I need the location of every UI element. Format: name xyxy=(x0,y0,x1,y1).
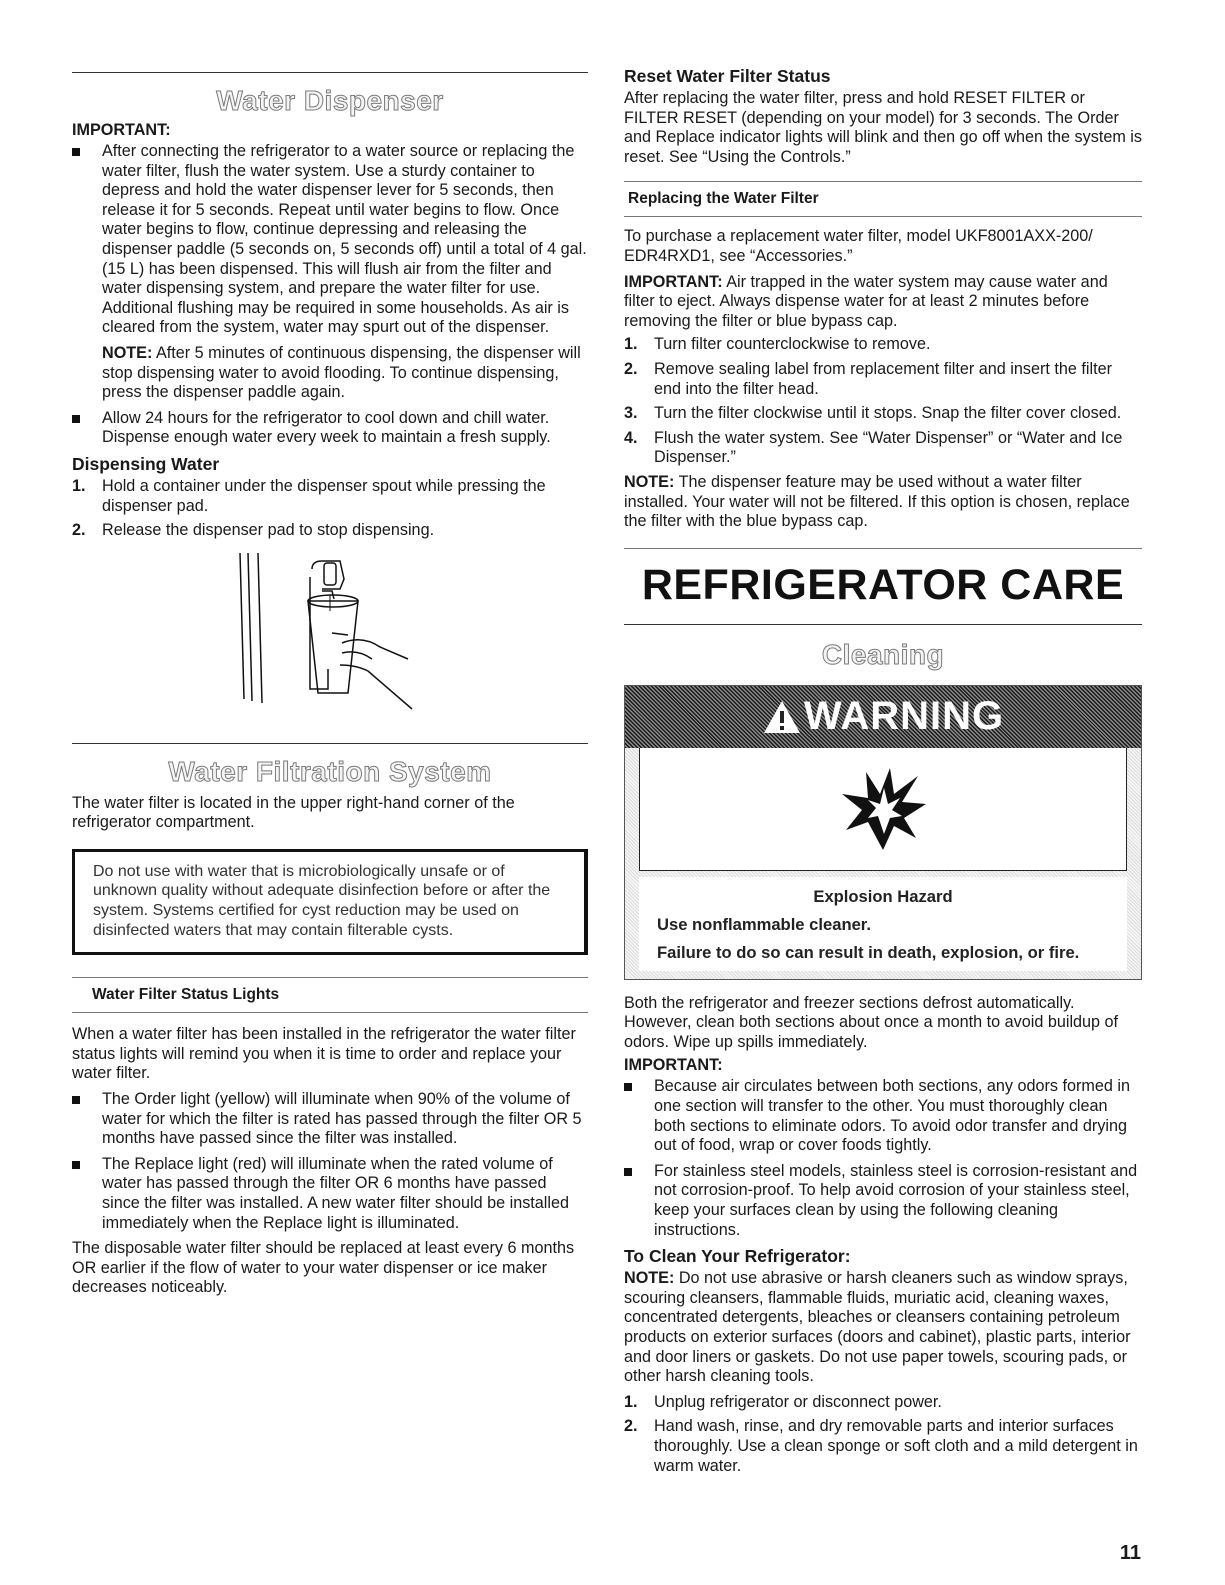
cleaning-note: NOTE: Do not use abrasive or harsh cleaners such as window sprays, scouring cleansers, flammable fluids, muriatic acid, cleaning waxes, concentrated detergents, bleaches or cleansers containing petroleum products on exterior surfaces (doors and cabinet), plastic parts, interior and door liners or gaskets. Do not use paper towels, scouring pads, or other harsh cleaning tools. xyxy=(624,1269,1131,1386)
subsection-divider xyxy=(624,216,1142,217)
hazard-line: Use nonflammable cleaner. xyxy=(657,914,871,934)
clean-refrigerator-heading: To Clean Your Refrigerator: xyxy=(624,1246,851,1267)
cleaning-title: Cleaning xyxy=(821,638,945,670)
list-item: 4. Flush the water system. See “Water Dispenser” or “Water and Ice Dispenser.” xyxy=(624,428,1123,467)
status-list xyxy=(72,1090,588,1233)
list-item: 3. Turn the filter clockwise until it stops. Snap the filter cover closed. xyxy=(624,404,1122,423)
section-divider xyxy=(624,548,1142,549)
list-item: Allow 24 hours for the refrigerator to cool down and chill water. Dispense enough water every week to maintain a fresh supply. xyxy=(72,409,588,448)
filtration-intro: The water filter is located in the upper right-hand corner of the refrigerator compartment. xyxy=(72,793,515,832)
status-intro: When a water filter has been installed in the refrigerator the water filter status lights will remind you when it is time to order and replace your water filter. xyxy=(72,1025,576,1083)
important-list xyxy=(72,142,588,448)
cyst-warning-box xyxy=(72,849,588,955)
cleaning-important-list xyxy=(624,1077,1142,1240)
subsection-divider xyxy=(72,1012,588,1013)
warning-word: WARNING xyxy=(803,694,1005,739)
page-number: 11 xyxy=(1119,1542,1141,1564)
cleaning-intro: Both the refrigerator and freezer sections defrost automatically. However, clean both sections about once a month to avoid buildup of odors. Wipe up spills immediately. xyxy=(624,993,1119,1051)
left-column xyxy=(72,58,588,1298)
list-item: The Replace light (red) will illuminate when the rated volume of water has passed through the filter OR 6 months have passed since the filter was installed. A new water filter should be installed immediately when the Replace light is illuminated. xyxy=(72,1155,588,1233)
dispensing-steps xyxy=(72,477,588,541)
important-label: IMPORTANT: xyxy=(624,1056,723,1075)
disposable-filter-text: The disposable water filter should be replaced at least every 6 months OR earlier if the flow of water to your water dispenser or ice maker decreases noticeably. xyxy=(72,1239,575,1297)
reset-text: After replacing the water filter, press and hold RESET FILTER or FILTER RESET (depending on your model) for 3 seconds. The Order and Replace indicator lights will blink and then go off when the system is reset. See “Using the Controls.” xyxy=(624,89,1142,166)
list-item: Because air circulates between both sections, any odors formed in one section will transfer to the other. You must thoroughly clean both sections to eliminate odors. To avoid odor transfer and drying out of food, wrap or cover foods tightly. xyxy=(624,1077,1142,1155)
dispenser-illustration xyxy=(72,549,588,737)
dispensing-water-heading: Dispensing Water xyxy=(72,453,220,474)
reset-heading: Reset Water Filter Status xyxy=(624,66,831,86)
replacing-important: IMPORTANT: Air trapped in the water system may cause water and filter to eject. Always dispense water for at least 2 minutes before removing the filter or blue bypass cap. xyxy=(624,272,1108,330)
list-item: 2. Hand wash, rinse, and dry removable parts and interior surfaces thoroughly. Use a clean sponge or soft cloth and a mild detergent in warm water. xyxy=(624,1417,1138,1475)
hazard-line: Failure to do so can result in death, explosion, or fire. xyxy=(657,942,1080,962)
replacing-steps xyxy=(624,335,1142,468)
dispense-note: NOTE: After 5 minutes of continuous dispensing, the dispenser will stop dispensing water to avoid flooding. To continue dispensing, press the dispenser paddle again. xyxy=(102,343,581,402)
explosion-hazard-area xyxy=(639,748,1127,871)
list-item: After connecting the refrigerator to a water source or replacing the water filter, flush the water system. Use a sturdy container to depress and hold the water dispenser lever for 5 seconds, then release it for 5 seconds. Repeat until water begins to flow. Once water begins to flow, continue depressing and releasing the dispenser paddle (5 seconds on, 5 seconds off) until a total of 4 gal. (15 L) has been dispensed. This will flush air from the filter and water dispensing system, and prepare the water filter for use. Additional flushing may be required in some households. As air is cleared from the system, water may spurt out of the dispenser. NOTE: After 5 minutes of continuous dispensing, the dispenser will stop dispensing water to avoid flooding. To continue dispensing, press the dispenser paddle again. xyxy=(72,142,588,403)
warning-triangle-icon xyxy=(762,699,802,735)
list-item: The Order light (yellow) will illuminate when 90% of the volume of water for which the filter is rated has passed through the filter OR 5 months have passed since the filter was installed. xyxy=(72,1090,588,1149)
cleaning-steps xyxy=(624,1393,1142,1476)
warning-text-area xyxy=(639,877,1127,971)
list-item: 2. Release the dispenser pad to stop dispensing. xyxy=(72,521,435,540)
list-item: 1. Hold a container under the dispenser spout while pressing the dispenser pad. xyxy=(72,476,546,515)
section-divider xyxy=(72,743,588,744)
explosion-icon xyxy=(838,764,928,854)
list-item: For stainless steel models, stainless steel is corrosion-resistant and not corrosion-proof. To help avoid corrosion of your stainless steel, keep your surfaces clean by using the following cleaning instructions. xyxy=(624,1162,1142,1240)
replacing-heading: Replacing the Water Filter xyxy=(628,190,819,208)
status-lights-heading: Water Filter Status Lights xyxy=(92,986,280,1004)
section-divider xyxy=(72,72,588,73)
section-divider xyxy=(624,624,1142,625)
warning-banner xyxy=(625,686,1141,748)
water-filtration-title: Water Filtration System xyxy=(168,755,492,787)
important-label: IMPORTANT: xyxy=(72,121,171,139)
warning-body xyxy=(625,748,1141,979)
hazard-title: Explosion Hazard xyxy=(813,886,953,906)
replacing-intro: To purchase a replacement water filter, model UKF8001AXX-200/ EDR4RXD1, see “Accessories.” xyxy=(624,227,1093,265)
cyst-warning-text: Do not use with water that is microbiologically unsafe or of unknown quality without adequate disinfection before or after the system. Systems certified for cyst reduction may be used on disinfected waters that may contain filterable cysts. xyxy=(93,862,551,939)
right-column xyxy=(624,58,1142,1481)
refrigerator-care-title: REFRIGERATOR CARE xyxy=(641,560,1125,609)
list-item: 2. Remove sealing label from replacement filter and insert the filter end into the filter head. xyxy=(624,359,1112,398)
list-item: 1. Turn filter counterclockwise to remove. xyxy=(624,335,931,354)
warning-panel xyxy=(624,685,1142,980)
list-item: 1. Unplug refrigerator or disconnect power. xyxy=(624,1392,942,1411)
water-dispenser-title: Water Dispenser xyxy=(216,85,444,116)
replacing-note: NOTE: The dispenser feature may be used without a water filter installed. Your water will not be filtered. If this option is chosen, replace the filter with the blue bypass cap. xyxy=(624,472,1130,531)
